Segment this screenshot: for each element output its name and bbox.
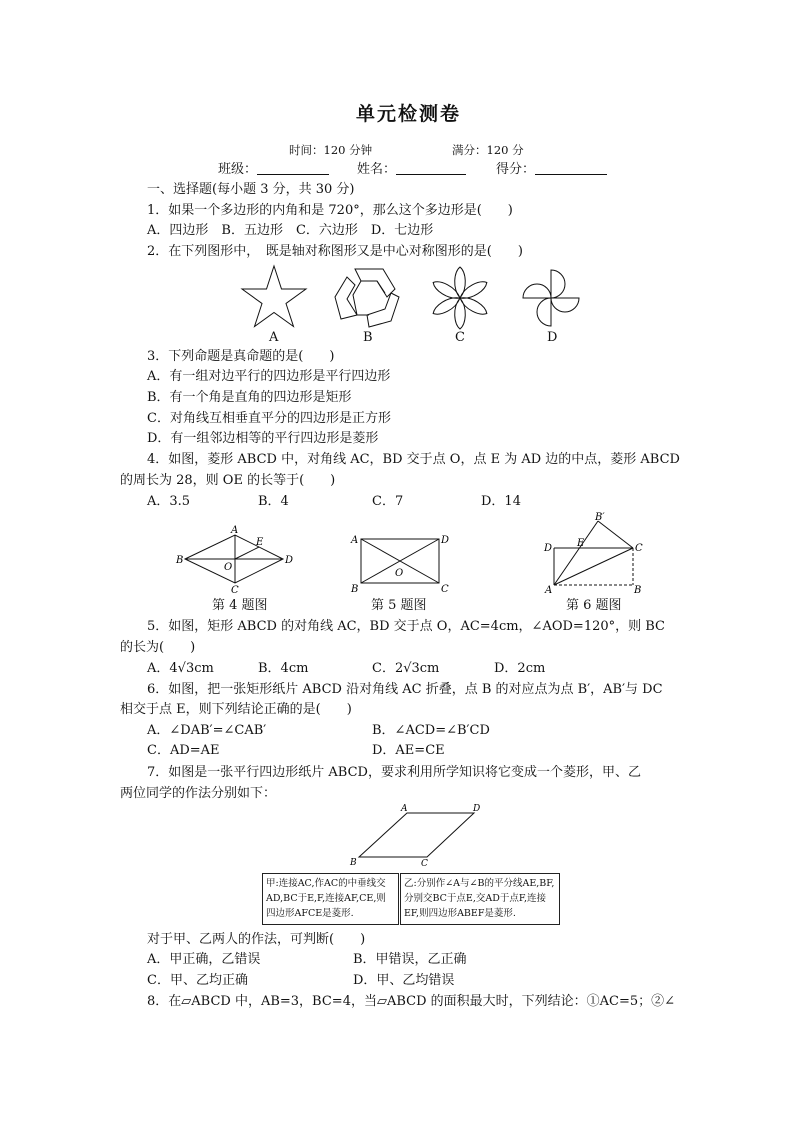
full-score-info: 满分：120 分	[452, 143, 524, 157]
fig4-pt-a: A	[231, 525, 239, 536]
flower-figure	[428, 266, 492, 330]
fig6-pt-b-prime: B′	[595, 512, 605, 523]
fig4-pt-b: B	[176, 555, 184, 566]
q7-line2: 两位同学的作法分别如下：	[120, 786, 277, 801]
fig5-rectangle	[348, 530, 452, 596]
fig5-pt-d: D	[441, 535, 450, 546]
fig7-pt-c: C	[421, 859, 428, 869]
q7-line1: 7．如图是一张平行四边形纸片 ABCD，要求利用所学知识将它变成一个菱形，甲、乙	[147, 765, 641, 780]
fig6-pt-e: E	[577, 538, 585, 549]
q6-option-a: A．∠DAB′=∠CAB′	[147, 723, 267, 738]
time-info: 时间：120 分钟	[289, 143, 373, 157]
class-field	[218, 161, 329, 179]
fig5-pt-o: O	[395, 568, 404, 579]
q1-options: A．四边形 B．五边形 C．六边形 D．七边形	[147, 223, 434, 238]
fig7-parallelogram	[347, 803, 487, 869]
fig4-pt-o: O	[224, 562, 233, 573]
q2-label-b: B	[363, 330, 373, 345]
q2-label-a: A	[269, 330, 279, 345]
q3-stem: 3．下列命题是真命题的是( )	[147, 349, 335, 364]
method-yi-box: 乙:分别作∠A与∠B的平分线AE,BF,分别交BC于点E,交AD于点F,连接EF,则四边形ABEF是菱形.	[400, 873, 560, 925]
q6-option-b: B．∠ACD=∠B′CD	[372, 723, 490, 738]
fig6-fold	[542, 511, 652, 597]
q8-line1: 8．在▱ABCD 中，AB=3，BC=4，当▱ABCD 的面积最大时，下列结论：①AC=5；②∠	[147, 994, 676, 1009]
fig4-pt-c: C	[231, 585, 239, 596]
q7-option-b: B．甲错误，乙正确	[353, 952, 467, 967]
q6-line2: 相交于点 E，则下列结论正确的是( )	[120, 702, 352, 717]
q3-option-c: C．对角线互相垂直平分的四边形是正方形	[147, 411, 391, 426]
page-title: 单元检测卷	[356, 103, 462, 125]
score-label: 得分：	[496, 162, 536, 177]
q4-option-c: C．7	[372, 494, 404, 509]
section-heading: 一、选择题(每小题 3 分，共 30 分)	[147, 182, 355, 197]
fig6-pt-b: B	[634, 585, 642, 596]
q3-option-b: B．有一个角是直角的四边形是矩形	[147, 390, 352, 405]
fig6-pt-d: D	[544, 543, 553, 554]
fig5-pt-a: A	[351, 535, 359, 546]
fig7-pt-a: A	[401, 804, 408, 814]
q7-option-a: A．甲正确，乙错误	[147, 952, 261, 967]
q5-option-a: A．4√3cm	[147, 661, 214, 676]
q7-option-c: C．甲、乙均正确	[147, 973, 248, 988]
pinwheel-figure	[521, 268, 583, 330]
q4-line2: 的周长为 28，则 OE 的长等于( )	[120, 473, 336, 488]
q4-option-b: B．4	[258, 494, 289, 509]
q7-judge: 对于甲、乙两人的作法，可判断( )	[147, 932, 366, 947]
q7-option-d: D．甲、乙均错误	[353, 973, 455, 988]
q6-option-d: D．AE=CE	[372, 743, 445, 758]
q4-option-d: D．14	[481, 494, 521, 509]
fig6-caption: 第 6 题图	[566, 598, 622, 613]
recycle-figure	[333, 267, 405, 331]
q4-option-a: A．3.5	[147, 494, 191, 509]
fig5-pt-b: B	[351, 584, 359, 595]
score-field	[496, 161, 607, 179]
q3-option-d: D．有一组邻边相等的平行四边形是菱形	[147, 431, 379, 446]
fig4-rhombus	[175, 522, 295, 594]
q5-option-b: B．4cm	[258, 661, 309, 676]
fig6-pt-a: A	[545, 585, 553, 596]
name-field	[357, 161, 466, 179]
fig4-pt-d: D	[285, 555, 294, 566]
q1-stem: 1．如果一个多边形的内角和是 720°，那么这个多边形是( )	[147, 203, 513, 218]
q2-label-c: C	[455, 330, 465, 345]
name-label: 姓名：	[357, 162, 397, 177]
star-figure	[240, 264, 310, 334]
q6-option-c: C．AD=AE	[147, 743, 220, 758]
method-jia-box: 甲:连接AC,作AC的中垂线交AD,BC于E,F,连接AF,CE,则四边形AFCE是菱形.	[262, 873, 399, 925]
fig4-pt-e: E	[256, 537, 264, 548]
fig6-pt-c: C	[635, 543, 643, 554]
fig5-pt-c: C	[441, 584, 449, 595]
name-blank	[396, 161, 466, 175]
q2-label-d: D	[547, 330, 558, 345]
q5-line1: 5．如图，矩形 ABCD 的对角线 AC，BD 交于点 O，AC=4cm，∠AOD=120°，则 BC	[147, 619, 666, 634]
score-blank	[535, 161, 607, 175]
q6-line1: 6．如图，把一张矩形纸片 ABCD 沿对角线 AC 折叠，点 B 的对应点为点 B′，AB′与 DC	[147, 682, 663, 697]
q5-option-d: D．2cm	[494, 661, 546, 676]
fig4-caption: 第 4 题图	[212, 598, 268, 613]
class-blank	[257, 161, 329, 175]
class-label: 班级：	[218, 162, 258, 177]
fig5-caption: 第 5 题图	[371, 598, 427, 613]
q3-option-a: A．有一组对边平行的四边形是平行四边形	[147, 369, 391, 384]
q2-stem: 2．在下列图形中， 既是轴对称图形又是中心对称图形的是( )	[147, 244, 523, 259]
q5-option-c: C．2√3cm	[372, 661, 440, 676]
q4-line1: 4．如图，菱形 ABCD 中，对角线 AC，BD 交于点 O，点 E 为 AD 边的中点，菱形 ABCD	[147, 452, 680, 467]
fig7-pt-d: D	[473, 804, 481, 814]
q5-line2: 的长为( )	[120, 640, 196, 655]
fig7-pt-b: B	[350, 858, 357, 868]
